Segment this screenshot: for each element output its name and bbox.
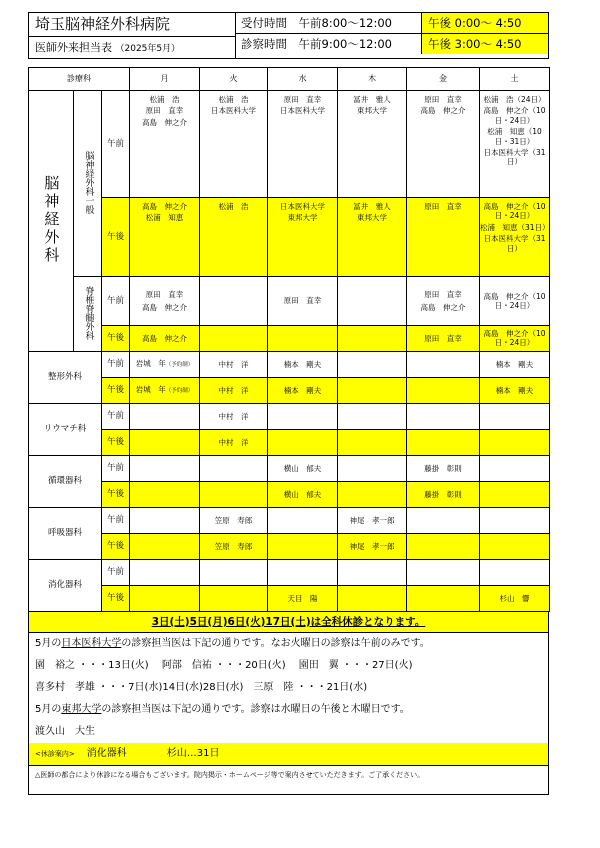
doctor-entry: [407, 290, 479, 299]
doctor-entry: [130, 118, 199, 127]
doctor-entry: [480, 127, 549, 146]
session-label: 午前: [107, 514, 125, 525]
doctor-cell: [130, 277, 200, 326]
dept-label: 呼吸器科: [47, 527, 82, 538]
doctor-cell: [200, 455, 268, 481]
doctor-name: 日本医科大学: [280, 202, 326, 211]
doctor-cell: [480, 377, 550, 403]
doctor-cell: [407, 481, 480, 507]
session-am: [102, 455, 130, 481]
doctor-entry: [338, 213, 406, 222]
closure-info-dept: 消化器科: [86, 747, 127, 759]
doctor-cell: [268, 455, 338, 481]
session-pm: [102, 326, 130, 352]
session-pm: [102, 377, 130, 403]
doctor-cell: [407, 507, 480, 533]
doctor-cell: [200, 481, 268, 507]
doctor-name: 高島 伸之介: [142, 333, 188, 343]
doctor-cell: [407, 91, 480, 198]
dept-header-text: 診療科: [67, 74, 91, 83]
doctor-name: 中村 洋: [218, 359, 249, 369]
doctor-name: 日本医科大学（31日）: [483, 234, 546, 253]
dept-respiratory: [29, 507, 102, 559]
doctor-entry: [130, 213, 199, 222]
day-label: 金: [439, 74, 448, 83]
doctor-name: 楠本 剛夫: [495, 359, 534, 369]
subdept-general: [74, 91, 102, 277]
doctor-name: 高島 伸之介（10日・24日）: [483, 291, 546, 310]
doctor-entry: [480, 234, 549, 253]
toho-intro-post: の診察担当医は下記の通りです。診察は水曜日の午後と木曜日です。: [101, 703, 410, 715]
doctor-cell: [480, 277, 550, 326]
doctor-cell: [407, 198, 480, 277]
doctor-cell: [480, 326, 550, 352]
doctor-cell: [480, 91, 550, 198]
day-header: [268, 68, 338, 91]
doctor-name: 東邦大学: [357, 213, 388, 223]
doctor-cell: [200, 351, 268, 377]
dept-rheumatology: [29, 403, 102, 455]
doctor-cell: [130, 585, 200, 611]
doctor-cell: [130, 455, 200, 481]
doctor-entry: [338, 106, 406, 115]
dept-header: [29, 68, 130, 91]
doctor-entry: [407, 303, 479, 312]
consult-am: [236, 34, 421, 54]
doctor-cell: [407, 351, 480, 377]
doctor-name: 日本医科大学: [280, 106, 326, 116]
doctor-entry: [480, 148, 549, 167]
doctor-cell: [338, 507, 407, 533]
doctor-entry: [130, 290, 199, 299]
doctor-name: 東邦大学: [357, 106, 388, 116]
doctor-name: 笠原 寿郎: [214, 541, 253, 551]
dept-orthopedics: [29, 351, 102, 403]
consult-hours: [236, 33, 548, 54]
doctor-name: 楠本 剛夫: [283, 359, 322, 369]
doctor-name: 中村 洋: [218, 411, 249, 421]
doctor-cell: [407, 559, 480, 585]
session-am: [102, 559, 130, 585]
doctor-cell: [338, 91, 407, 198]
nms-intro: [29, 633, 548, 655]
reception-am-text: 午前8:00～12:00: [298, 16, 392, 30]
doctor-cell: [480, 455, 550, 481]
doctor-cell: [200, 377, 268, 403]
nms-univ-link: 日本医科大学: [61, 637, 122, 649]
doctor-entry: [338, 95, 406, 104]
schedule-sheet: [28, 12, 549, 795]
doctor-entry: [480, 95, 549, 104]
session-pm: [102, 481, 130, 507]
doctor-entry: [130, 95, 199, 104]
day-label: 木: [368, 74, 377, 83]
doctor-cell: [268, 403, 338, 429]
doctor-cell: [130, 533, 200, 559]
session-label: 午後: [107, 436, 125, 447]
doctor-name: 松浦 浩: [149, 95, 180, 104]
doctor-cell: [130, 326, 200, 352]
day-header: [480, 68, 550, 91]
subdept-spine: [74, 277, 102, 352]
doctor-cell: [268, 585, 338, 611]
doctor-name: 冨井 雅人: [353, 202, 391, 211]
doctor-name: 東邦大学: [287, 213, 318, 223]
doctor-name: 杉山 響: [499, 593, 530, 603]
doctor-cell: [130, 91, 200, 198]
toho-intro: [29, 699, 548, 721]
doctor-cell: [338, 403, 407, 429]
doctor-cell: [407, 377, 480, 403]
doctor-entry: [480, 329, 549, 348]
doctor-name: 楠本 剛夫: [283, 385, 322, 395]
doctor-name: 天目 陽: [287, 593, 318, 603]
dept-neurosurgery-label: 脳神経外科: [42, 174, 61, 265]
session-pm: [102, 198, 130, 277]
doctor-cell: [338, 326, 407, 352]
schedule-title: [29, 37, 235, 58]
doctor-entry: [407, 334, 479, 343]
session-label: 午前: [107, 462, 125, 473]
consult-label: 診察時間: [241, 37, 287, 51]
doctor-name: 冨井 雅人: [353, 95, 391, 104]
session-label: 午後: [107, 540, 125, 551]
doctor-name: 原田 直幸: [283, 95, 322, 104]
doctor-entry: [268, 106, 337, 115]
doctor-entry: [480, 202, 549, 221]
consult-pm: 午後 3:00～ 4:50: [421, 34, 548, 54]
doctor-name: 神尾 孝一郎: [349, 515, 395, 525]
doctor-cell: [480, 429, 550, 455]
toho-line-1: 渡久山 大生: [35, 725, 95, 737]
doctor-entry: [200, 95, 267, 104]
doctor-name: 松浦 知恵（31日）: [480, 222, 550, 232]
session-am: [102, 403, 130, 429]
doctor-name: 松浦 知恵: [145, 213, 184, 223]
toho-intro-pre: 5月の: [35, 703, 62, 715]
session-label: 午後: [107, 333, 125, 344]
doctor-cell: [338, 277, 407, 326]
doctor-cell: [268, 377, 338, 403]
doctor-cell: [407, 403, 480, 429]
doctor-name: 楠本 剛夫: [495, 385, 534, 395]
doctor-name: 原田 直幸: [283, 296, 322, 306]
doctor-name: 原田 直幸: [424, 333, 462, 343]
schedule-period: （2025年5月）: [115, 44, 181, 54]
session-am: [102, 91, 130, 198]
nms-intro-pre: 5月の: [35, 637, 62, 649]
day-header: [200, 68, 268, 91]
doctor-cell: [268, 277, 338, 326]
doctor-entry: [268, 95, 337, 104]
day-label: 月: [160, 74, 169, 83]
nms-line-1: 園 裕之 ・・・13日(火) 阿部 信祐 ・・・20日(火) 園田 翼 ・・・27日(火): [35, 659, 413, 671]
session-pm: [102, 429, 130, 455]
session-label: 午後: [107, 592, 125, 603]
session-label: 午前: [107, 358, 125, 369]
session-label: 午前: [107, 410, 125, 421]
doctor-name: 日本医科大学: [211, 106, 257, 116]
doctor-cell: [338, 351, 407, 377]
doctor-cell: [338, 585, 407, 611]
day-header: [338, 68, 407, 91]
doctor-name: 高島 伸之介（10日・24日）: [483, 329, 546, 348]
doctor-cell: [200, 91, 268, 198]
header-title-block: [29, 13, 236, 58]
day-label: 土: [510, 74, 519, 83]
reception-pm: 午後 0:00～ 4:50: [421, 13, 548, 33]
dept-label: 整形外科: [47, 371, 82, 382]
doctor-name: 原田 直幸: [424, 202, 462, 211]
doctor-cell: [338, 559, 407, 585]
doctor-cell: [338, 377, 407, 403]
doctor-cell: [407, 533, 480, 559]
doctor-cell: [268, 481, 338, 507]
doctor-entry: [130, 334, 199, 343]
reception-hours: [236, 13, 548, 33]
doctor-entry: [480, 292, 549, 311]
doctor-cell: [338, 455, 407, 481]
doctor-name: 横山 郁夫: [283, 463, 322, 473]
session-label: 午前: [107, 295, 125, 306]
doctor-entry: [268, 296, 337, 305]
dept-cardiology: [29, 455, 102, 507]
doctor-cell: [130, 198, 200, 277]
doctor-cell: [407, 326, 480, 352]
doctor-cell: [200, 326, 268, 352]
doctor-name: 笠原 寿郎: [214, 515, 253, 525]
day-header: [130, 68, 200, 91]
header: [28, 12, 549, 59]
day-label: 火: [229, 74, 238, 83]
schedule-table: [28, 67, 550, 612]
closure-info: [29, 743, 548, 765]
doctor-cell: [480, 559, 550, 585]
doctor-cell: [200, 277, 268, 326]
closure-info-detail: 杉山…31日: [166, 747, 220, 759]
nms-intro-post: の診察担当医は下記の通りです。なお火曜日の診察は午前のみです。: [121, 637, 430, 649]
reservation-note: （予約制）: [165, 388, 194, 395]
dept-neurosurgery: [29, 91, 74, 352]
dept-label: 消化器科: [47, 579, 82, 590]
doctor-name: 高島 伸之介: [142, 202, 188, 211]
doctor-cell: [480, 481, 550, 507]
nms-line-2: 喜多村 孝雄 ・・・7日(水)14日(水)28日(水) 三原 陸 ・・・21日(水): [35, 681, 368, 693]
doctor-name: 高島 伸之介: [420, 302, 466, 312]
doctor-cell: [480, 198, 550, 277]
doctor-name: 神尾 孝一郎: [349, 541, 395, 551]
doctor-cell: [480, 507, 550, 533]
closure-info-label: <休診案内>: [35, 749, 75, 758]
doctor-cell: [130, 351, 200, 377]
doctor-cell: [130, 481, 200, 507]
doctor-entry: [130, 303, 199, 312]
footer-note: △医師の都合により休診になる場合もございます。院内掲示・ホームページ等で案内させていただきます。ご了承ください。: [29, 765, 548, 794]
hours-block: [236, 13, 548, 58]
doctor-name: 藤掛 彰則: [424, 489, 462, 499]
doctor-cell: [268, 326, 338, 352]
dept-label: 循環器科: [47, 475, 82, 486]
subdept-spine-label: 脊椎脊髄外科: [83, 285, 94, 340]
doctor-cell: [268, 351, 338, 377]
day-label: 水: [298, 74, 307, 83]
doctor-cell: [268, 198, 338, 277]
doctor-name: 松浦 知恵（10日・31日）: [487, 127, 542, 146]
doctor-cell: [130, 429, 200, 455]
session-am: [102, 507, 130, 533]
doctor-cell: [268, 91, 338, 198]
doctor-entry: [338, 202, 406, 211]
dept-gastro: [29, 559, 102, 611]
doctor-name: 原田 直幸: [424, 290, 462, 300]
doctor-cell: [130, 559, 200, 585]
session-label: 午前: [107, 566, 125, 577]
doctor-entry: [200, 202, 267, 211]
doctor-name: 日本医科大学（31日）: [483, 147, 546, 167]
doctor-cell: [480, 533, 550, 559]
doctor-cell: [130, 403, 200, 429]
doctor-name: 中村 洋: [218, 437, 249, 447]
notice-block: [28, 612, 549, 795]
doctor-cell: [338, 481, 407, 507]
doctor-cell: [407, 429, 480, 455]
doctor-cell: [407, 455, 480, 481]
doctor-cell: [268, 533, 338, 559]
closure-notice: 3日(土)5日(月)6日(火)17日(土)は全科休診となります。: [29, 612, 548, 633]
schedule-title-text: 医師外来担当表: [35, 41, 112, 54]
doctor-entry: [268, 202, 337, 211]
doctor-entry: [407, 202, 479, 211]
consult-am-text: 午前9:00～12:00: [298, 37, 392, 51]
session-pm: [102, 585, 130, 611]
session-label: 午後: [107, 384, 125, 395]
doctor-name: 岩城 年: [135, 385, 166, 395]
subdept-general-label: 脳神経外科一般: [83, 150, 94, 214]
hospital-name: 埼玉脳神経外科病院: [29, 13, 235, 37]
doctor-cell: [200, 507, 268, 533]
doctor-cell: [480, 585, 550, 611]
session-label: 午後: [107, 488, 125, 499]
doctor-cell: [200, 429, 268, 455]
doctor-name: 高島 伸之介: [142, 117, 188, 127]
day-header: [407, 68, 480, 91]
doctor-cell: [268, 429, 338, 455]
doctor-entry: [480, 223, 549, 232]
reception-label: 受付時間: [241, 16, 287, 30]
session-am: [102, 277, 130, 326]
doctor-name: 高島 伸之介（10日・24日）: [483, 202, 546, 221]
doctor-name: 松浦 浩: [218, 95, 249, 104]
reservation-note: （予約制）: [165, 362, 194, 369]
dept-label: リウマチ科: [43, 423, 87, 434]
doctor-cell: [480, 351, 550, 377]
doctor-entry: [480, 106, 549, 125]
doctor-name: 高島 伸之介: [142, 302, 188, 312]
session-label: 午後: [107, 231, 125, 242]
doctor-name: 高島 伸之介: [420, 106, 466, 116]
session-label: 午前: [107, 138, 125, 149]
doctor-entry: [268, 213, 337, 222]
doctor-name: 原田 直幸: [145, 106, 184, 116]
doctor-cell: [200, 533, 268, 559]
doctor-cell: [407, 277, 480, 326]
doctor-name: 松浦 浩: [218, 202, 249, 211]
doctor-entry: [407, 95, 479, 104]
doctor-cell: [407, 585, 480, 611]
doctor-name: 中村 洋: [218, 385, 249, 395]
doctor-name: 原田 直幸: [145, 290, 184, 300]
doctor-cell: [200, 403, 268, 429]
doctor-name: 岩城 年: [135, 359, 166, 369]
doctor-entry: [130, 202, 199, 211]
session-am: [102, 351, 130, 377]
doctor-name: 藤掛 彰則: [424, 463, 462, 473]
doctor-name: 原田 直幸: [424, 95, 462, 104]
doctor-cell: [200, 585, 268, 611]
doctor-cell: [338, 429, 407, 455]
doctor-cell: [268, 507, 338, 533]
doctor-cell: [338, 198, 407, 277]
session-pm: [102, 533, 130, 559]
doctor-entry: [407, 106, 479, 115]
doctor-cell: [480, 403, 550, 429]
doctor-cell: [130, 377, 200, 403]
doctor-name: 横山 郁夫: [283, 489, 322, 499]
doctor-name: 松浦 浩（24日）: [483, 95, 546, 104]
doctor-cell: [200, 198, 268, 277]
doctor-name: 高島 伸之介（10日・24日）: [483, 106, 546, 125]
doctor-cell: [338, 533, 407, 559]
doctor-entry: [200, 106, 267, 115]
doctor-entry: [130, 106, 199, 115]
reception-am: [236, 13, 421, 33]
doctor-cell: [130, 507, 200, 533]
doctor-cell: [200, 559, 268, 585]
doctor-cell: [268, 559, 338, 585]
toho-univ-link: 東邦大学: [61, 703, 102, 715]
